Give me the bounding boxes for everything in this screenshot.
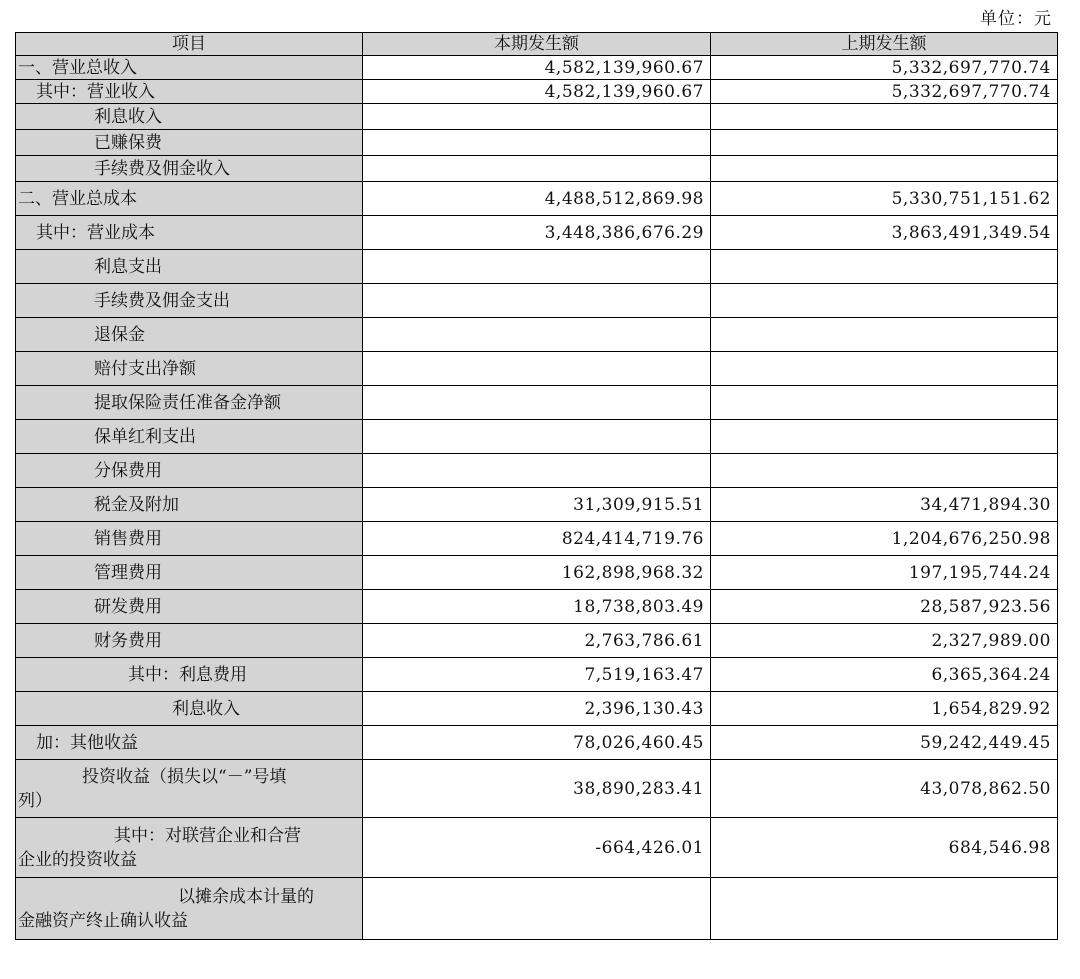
previous-value: 59,242,449.45 <box>711 726 1058 760</box>
current-value <box>363 250 711 284</box>
previous-value <box>711 878 1058 940</box>
table-row <box>16 318 1058 352</box>
row-label: 手续费及佣金支出 <box>16 284 363 318</box>
table-row <box>16 420 1058 454</box>
previous-value: 28,587,923.56 <box>711 590 1058 624</box>
current-value <box>363 104 711 130</box>
previous-value: 2,327,989.00 <box>711 624 1058 658</box>
previous-value: 5,332,697,770.74 <box>711 56 1058 80</box>
previous-value <box>711 156 1058 182</box>
table-row <box>16 284 1058 318</box>
previous-value <box>711 352 1058 386</box>
table-row <box>16 454 1058 488</box>
previous-value: 1,654,829.92 <box>711 692 1058 726</box>
row-label: 提取保险责任准备金净额 <box>16 386 363 420</box>
column-header-item: 项目 <box>16 33 363 56</box>
row-label: 赔付支出净额 <box>16 352 363 386</box>
table-row <box>16 250 1058 284</box>
table-header-row <box>16 33 1058 56</box>
previous-value: 34,471,894.30 <box>711 488 1058 522</box>
table-row <box>16 488 1058 522</box>
column-header-current: 本期发生额 <box>363 33 711 56</box>
table-row <box>16 726 1058 760</box>
row-label-line2: 金融资产终止确认收益 <box>18 910 188 931</box>
table-row <box>16 624 1058 658</box>
previous-value <box>711 420 1058 454</box>
previous-value: 197,195,744.24 <box>711 556 1058 590</box>
row-label: 加：其他收益 <box>16 726 363 760</box>
current-value <box>363 420 711 454</box>
row-label-line2: 企业的投资收益 <box>18 849 137 870</box>
income-statement-table <box>15 32 1058 940</box>
previous-value: 6,365,364.24 <box>711 658 1058 692</box>
current-value: 824,414,719.76 <box>363 522 711 556</box>
row-label-line1: 投资收益（损失以“－”号填 <box>82 766 287 787</box>
previous-value: 5,330,751,151.62 <box>711 182 1058 216</box>
current-value <box>363 878 711 940</box>
table-row <box>16 522 1058 556</box>
current-value <box>363 284 711 318</box>
current-value: 4,582,139,960.67 <box>363 56 711 80</box>
current-value: -664,426.01 <box>363 818 711 878</box>
row-label-line2: 列） <box>18 790 52 811</box>
row-label <box>16 760 363 818</box>
current-value: 162,898,968.32 <box>363 556 711 590</box>
previous-value <box>711 318 1058 352</box>
row-label: 保单红利支出 <box>16 420 363 454</box>
row-label: 财务费用 <box>16 624 363 658</box>
current-value: 4,582,139,960.67 <box>363 80 711 104</box>
table-row <box>16 692 1058 726</box>
row-label: 手续费及佣金收入 <box>16 156 363 182</box>
table-row <box>16 156 1058 182</box>
row-label <box>16 818 363 878</box>
row-label: 分保费用 <box>16 454 363 488</box>
previous-value <box>711 454 1058 488</box>
table-row <box>16 590 1058 624</box>
previous-value <box>711 284 1058 318</box>
previous-value <box>711 250 1058 284</box>
row-label: 其中：营业收入 <box>16 80 363 104</box>
row-label: 利息支出 <box>16 250 363 284</box>
row-label-line1: 以摊余成本计量的 <box>178 886 314 907</box>
current-value <box>363 454 711 488</box>
row-label: 退保金 <box>16 318 363 352</box>
row-label: 利息收入 <box>16 692 363 726</box>
previous-value: 5,332,697,770.74 <box>711 80 1058 104</box>
row-label: 其中：营业成本 <box>16 216 363 250</box>
column-header-previous: 上期发生额 <box>711 33 1058 56</box>
row-label: 管理费用 <box>16 556 363 590</box>
previous-value: 684,546.98 <box>711 818 1058 878</box>
unit-label: 单位：元 <box>980 9 1052 29</box>
table-row <box>16 216 1058 250</box>
previous-value: 43,078,862.50 <box>711 760 1058 818</box>
current-value <box>363 156 711 182</box>
table-row <box>16 56 1058 80</box>
current-value: 3,448,386,676.29 <box>363 216 711 250</box>
row-label: 二、营业总成本 <box>16 182 363 216</box>
table-row <box>16 760 1058 818</box>
row-label: 税金及附加 <box>16 488 363 522</box>
current-value: 4,488,512,869.98 <box>363 182 711 216</box>
current-value: 38,890,283.41 <box>363 760 711 818</box>
row-label: 已赚保费 <box>16 130 363 156</box>
row-label: 研发费用 <box>16 590 363 624</box>
table-row <box>16 556 1058 590</box>
row-label: 其中：利息费用 <box>16 658 363 692</box>
previous-value: 1,204,676,250.98 <box>711 522 1058 556</box>
table-row <box>16 818 1058 878</box>
current-value <box>363 318 711 352</box>
table-row <box>16 182 1058 216</box>
current-value: 18,738,803.49 <box>363 590 711 624</box>
table-row <box>16 352 1058 386</box>
table-row <box>16 130 1058 156</box>
table-row <box>16 878 1058 940</box>
row-label-line1: 其中：对联营企业和合营 <box>114 825 301 846</box>
current-value <box>363 352 711 386</box>
previous-value <box>711 130 1058 156</box>
current-value: 78,026,460.45 <box>363 726 711 760</box>
current-value <box>363 386 711 420</box>
previous-value <box>711 386 1058 420</box>
row-label <box>16 878 363 940</box>
row-label: 一、营业总收入 <box>16 56 363 80</box>
row-label: 销售费用 <box>16 522 363 556</box>
previous-value: 3,863,491,349.54 <box>711 216 1058 250</box>
current-value: 2,396,130.43 <box>363 692 711 726</box>
current-value: 31,309,915.51 <box>363 488 711 522</box>
current-value <box>363 130 711 156</box>
previous-value <box>711 104 1058 130</box>
table-row <box>16 80 1058 104</box>
current-value: 2,763,786.61 <box>363 624 711 658</box>
current-value: 7,519,163.47 <box>363 658 711 692</box>
table-row <box>16 104 1058 130</box>
table-row <box>16 386 1058 420</box>
table-row <box>16 658 1058 692</box>
row-label: 利息收入 <box>16 104 363 130</box>
